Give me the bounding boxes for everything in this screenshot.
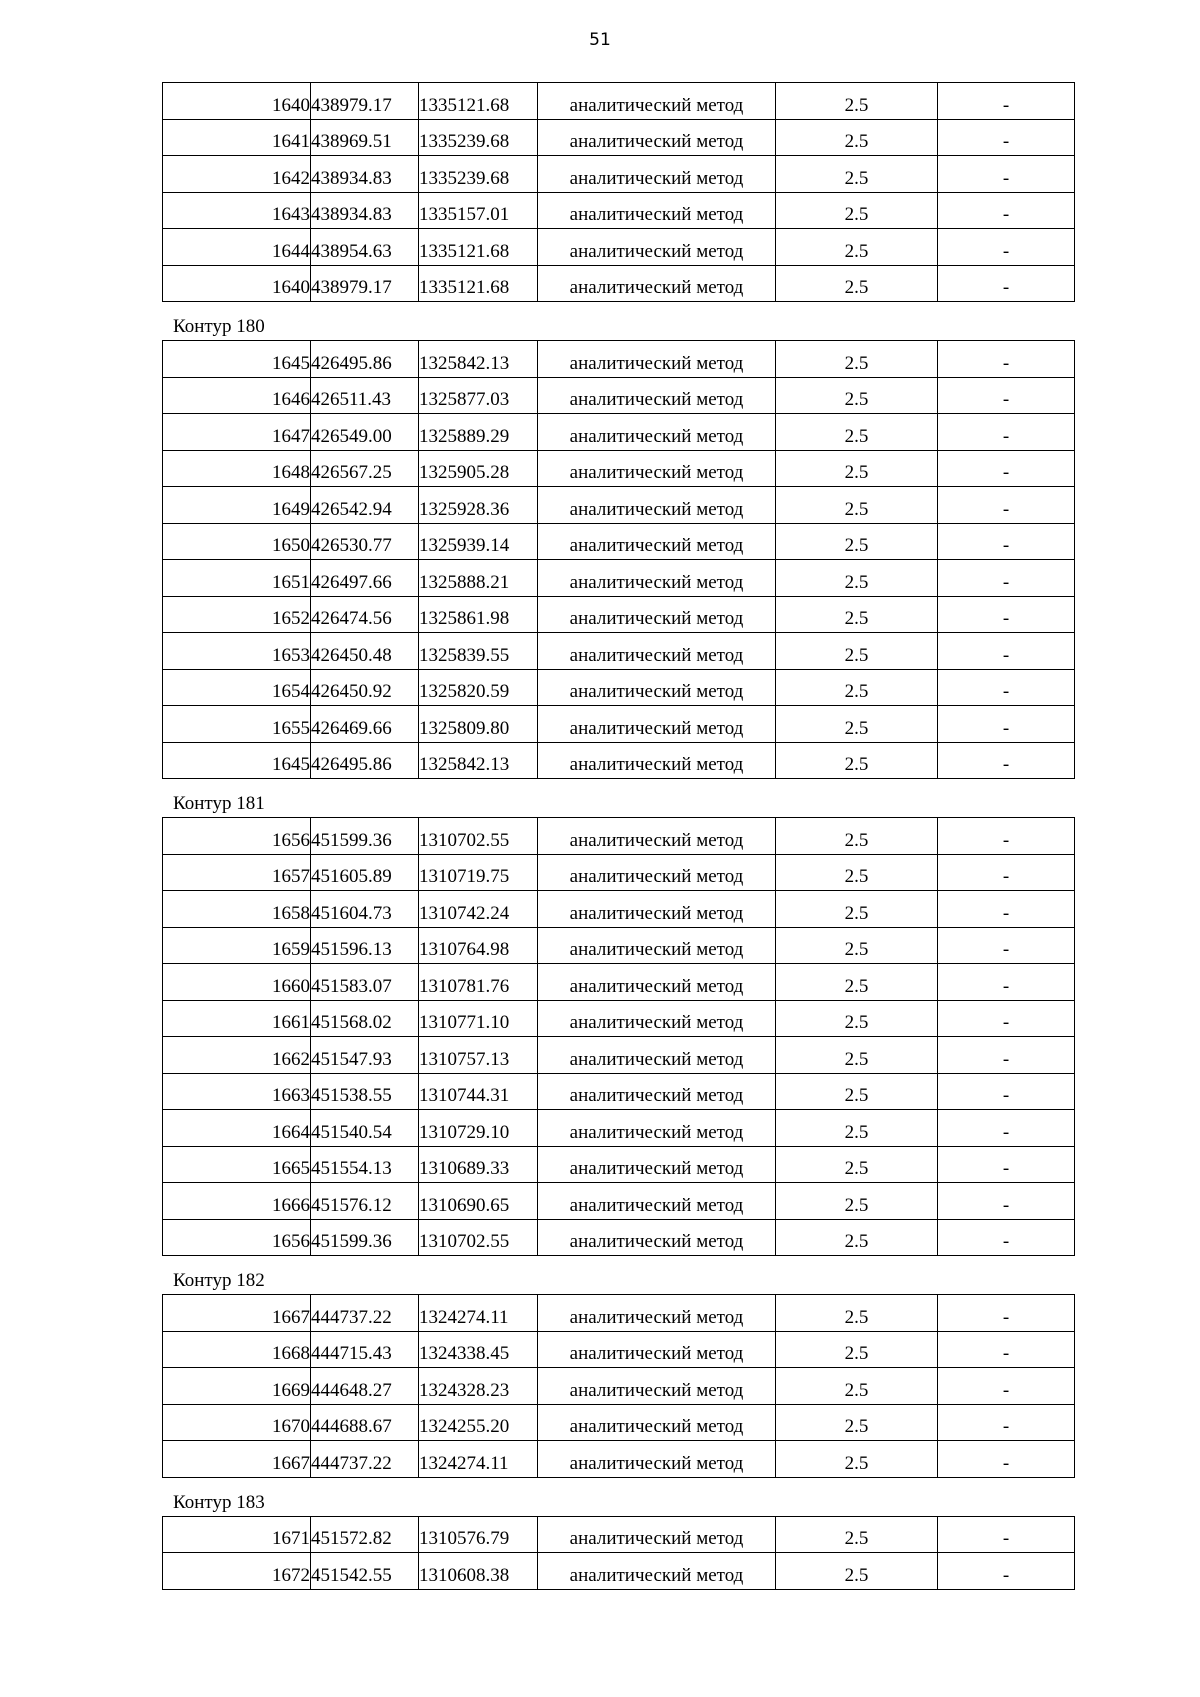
description-cell: - [938, 1183, 1075, 1220]
description-cell: - [938, 669, 1075, 706]
y-coordinate-cell: 1335239.68 [419, 156, 538, 193]
description-cell: - [938, 1553, 1075, 1590]
point-number-cell: 1661 [163, 1000, 311, 1037]
method-cell: аналитический метод [538, 1000, 776, 1037]
table-row [163, 927, 1075, 964]
coordinates-table [162, 340, 1075, 779]
accuracy-cell: 2.5 [776, 523, 938, 560]
point-number-cell: 1650 [163, 523, 311, 560]
accuracy-cell: 2.5 [776, 596, 938, 633]
accuracy-cell: 2.5 [776, 1331, 938, 1368]
method-cell: аналитический метод [538, 927, 776, 964]
description-cell: - [938, 414, 1075, 451]
accuracy-cell: 2.5 [776, 1110, 938, 1147]
point-number-cell: 1655 [163, 706, 311, 743]
table-row [163, 854, 1075, 891]
point-number-cell: 1640 [163, 83, 311, 120]
table-row [163, 265, 1075, 302]
accuracy-cell: 2.5 [776, 229, 938, 266]
description-cell: - [938, 1368, 1075, 1405]
coordinates-document [162, 82, 1074, 1590]
y-coordinate-cell: 1310781.76 [419, 964, 538, 1001]
y-coordinate-cell: 1325877.03 [419, 377, 538, 414]
point-number-cell: 1666 [163, 1183, 311, 1220]
y-coordinate-cell: 1325888.21 [419, 560, 538, 597]
x-coordinate-cell: 451538.55 [311, 1073, 419, 1110]
x-coordinate-cell: 451554.13 [311, 1146, 419, 1183]
x-coordinate-cell: 451576.12 [311, 1183, 419, 1220]
y-coordinate-cell: 1325861.98 [419, 596, 538, 633]
x-coordinate-cell: 426549.00 [311, 414, 419, 451]
description-cell: - [938, 1331, 1075, 1368]
description-cell: - [938, 1110, 1075, 1147]
description-cell: - [938, 192, 1075, 229]
accuracy-cell: 2.5 [776, 1553, 938, 1590]
point-number-cell: 1643 [163, 192, 311, 229]
x-coordinate-cell: 426495.86 [311, 742, 419, 779]
y-coordinate-cell: 1310719.75 [419, 854, 538, 891]
description-cell: - [938, 341, 1075, 378]
table-row [163, 487, 1075, 524]
y-coordinate-cell: 1310757.13 [419, 1037, 538, 1074]
table-row [163, 1183, 1075, 1220]
method-cell: аналитический метод [538, 742, 776, 779]
accuracy-cell: 2.5 [776, 1000, 938, 1037]
accuracy-cell: 2.5 [776, 560, 938, 597]
x-coordinate-cell: 426495.86 [311, 341, 419, 378]
method-cell: аналитический метод [538, 156, 776, 193]
table-row [163, 119, 1075, 156]
accuracy-cell: 2.5 [776, 706, 938, 743]
x-coordinate-cell: 444648.27 [311, 1368, 419, 1405]
method-cell: аналитический метод [538, 964, 776, 1001]
description-cell: - [938, 265, 1075, 302]
description-cell: - [938, 1295, 1075, 1332]
point-number-cell: 1640 [163, 265, 311, 302]
table-row [163, 596, 1075, 633]
point-number-cell: 1649 [163, 487, 311, 524]
point-number-cell: 1665 [163, 1146, 311, 1183]
y-coordinate-cell: 1335121.68 [419, 229, 538, 266]
method-cell: аналитический метод [538, 119, 776, 156]
y-coordinate-cell: 1325905.28 [419, 450, 538, 487]
point-number-cell: 1664 [163, 1110, 311, 1147]
accuracy-cell: 2.5 [776, 1404, 938, 1441]
y-coordinate-cell: 1335121.68 [419, 265, 538, 302]
table-row [163, 83, 1075, 120]
method-cell: аналитический метод [538, 341, 776, 378]
point-number-cell: 1645 [163, 742, 311, 779]
point-number-cell: 1671 [163, 1516, 311, 1553]
point-number-cell: 1663 [163, 1073, 311, 1110]
method-cell: аналитический метод [538, 1404, 776, 1441]
table-row [163, 341, 1075, 378]
coordinates-table [162, 1294, 1075, 1478]
y-coordinate-cell: 1310771.10 [419, 1000, 538, 1037]
accuracy-cell: 2.5 [776, 742, 938, 779]
accuracy-cell: 2.5 [776, 156, 938, 193]
point-number-cell: 1648 [163, 450, 311, 487]
x-coordinate-cell: 451599.36 [311, 1219, 419, 1256]
point-number-cell: 1653 [163, 633, 311, 670]
method-cell: аналитический метод [538, 523, 776, 560]
x-coordinate-cell: 451583.07 [311, 964, 419, 1001]
y-coordinate-cell: 1335239.68 [419, 119, 538, 156]
coordinates-table [162, 817, 1075, 1256]
description-cell: - [938, 1000, 1075, 1037]
table-row [163, 377, 1075, 414]
method-cell: аналитический метод [538, 1295, 776, 1332]
table-row [163, 669, 1075, 706]
y-coordinate-cell: 1324255.20 [419, 1404, 538, 1441]
accuracy-cell: 2.5 [776, 450, 938, 487]
table-row [163, 192, 1075, 229]
x-coordinate-cell: 426474.56 [311, 596, 419, 633]
table-row [163, 891, 1075, 928]
description-cell: - [938, 1516, 1075, 1553]
x-coordinate-cell: 438954.63 [311, 229, 419, 266]
method-cell: аналитический метод [538, 818, 776, 855]
point-number-cell: 1659 [163, 927, 311, 964]
method-cell: аналитический метод [538, 706, 776, 743]
table-row [163, 1146, 1075, 1183]
point-number-cell: 1670 [163, 1404, 311, 1441]
method-cell: аналитический метод [538, 1110, 776, 1147]
point-number-cell: 1667 [163, 1295, 311, 1332]
contour-label: Контур 182 [173, 1270, 265, 1291]
accuracy-cell: 2.5 [776, 487, 938, 524]
x-coordinate-cell: 451568.02 [311, 1000, 419, 1037]
x-coordinate-cell: 438934.83 [311, 192, 419, 229]
y-coordinate-cell: 1325842.13 [419, 742, 538, 779]
description-cell: - [938, 1219, 1075, 1256]
table-row [163, 156, 1075, 193]
description-cell: - [938, 156, 1075, 193]
method-cell: аналитический метод [538, 1553, 776, 1590]
table-row [163, 1368, 1075, 1405]
accuracy-cell: 2.5 [776, 119, 938, 156]
accuracy-cell: 2.5 [776, 1368, 938, 1405]
accuracy-cell: 2.5 [776, 341, 938, 378]
x-coordinate-cell: 426469.66 [311, 706, 419, 743]
y-coordinate-cell: 1310576.79 [419, 1516, 538, 1553]
accuracy-cell: 2.5 [776, 1183, 938, 1220]
method-cell: аналитический метод [538, 596, 776, 633]
y-coordinate-cell: 1324328.23 [419, 1368, 538, 1405]
x-coordinate-cell: 451596.13 [311, 927, 419, 964]
description-cell: - [938, 596, 1075, 633]
y-coordinate-cell: 1310764.98 [419, 927, 538, 964]
x-coordinate-cell: 451605.89 [311, 854, 419, 891]
table-row [163, 523, 1075, 560]
accuracy-cell: 2.5 [776, 1073, 938, 1110]
table-row [163, 964, 1075, 1001]
method-cell: аналитический метод [538, 83, 776, 120]
accuracy-cell: 2.5 [776, 1146, 938, 1183]
x-coordinate-cell: 426567.25 [311, 450, 419, 487]
coordinates-table [162, 82, 1075, 302]
accuracy-cell: 2.5 [776, 1219, 938, 1256]
x-coordinate-cell: 426530.77 [311, 523, 419, 560]
description-cell: - [938, 891, 1075, 928]
coordinates-table [162, 1516, 1075, 1590]
y-coordinate-cell: 1324338.45 [419, 1331, 538, 1368]
table-row [163, 1404, 1075, 1441]
table-row [163, 1553, 1075, 1590]
description-cell: - [938, 377, 1075, 414]
description-cell: - [938, 1037, 1075, 1074]
table-row [163, 706, 1075, 743]
x-coordinate-cell: 444715.43 [311, 1331, 419, 1368]
method-cell: аналитический метод [538, 414, 776, 451]
accuracy-cell: 2.5 [776, 669, 938, 706]
accuracy-cell: 2.5 [776, 192, 938, 229]
method-cell: аналитический метод [538, 192, 776, 229]
y-coordinate-cell: 1325839.55 [419, 633, 538, 670]
description-cell: - [938, 119, 1075, 156]
accuracy-cell: 2.5 [776, 854, 938, 891]
point-number-cell: 1654 [163, 669, 311, 706]
accuracy-cell: 2.5 [776, 83, 938, 120]
method-cell: аналитический метод [538, 265, 776, 302]
y-coordinate-cell: 1335157.01 [419, 192, 538, 229]
description-cell: - [938, 633, 1075, 670]
y-coordinate-cell: 1325939.14 [419, 523, 538, 560]
y-coordinate-cell: 1324274.11 [419, 1441, 538, 1478]
table-row [163, 1073, 1075, 1110]
table-row [163, 818, 1075, 855]
y-coordinate-cell: 1310744.31 [419, 1073, 538, 1110]
method-cell: аналитический метод [538, 487, 776, 524]
x-coordinate-cell: 438979.17 [311, 265, 419, 302]
method-cell: аналитический метод [538, 1183, 776, 1220]
point-number-cell: 1646 [163, 377, 311, 414]
accuracy-cell: 2.5 [776, 818, 938, 855]
x-coordinate-cell: 426511.43 [311, 377, 419, 414]
method-cell: аналитический метод [538, 1331, 776, 1368]
description-cell: - [938, 1441, 1075, 1478]
method-cell: аналитический метод [538, 1441, 776, 1478]
method-cell: аналитический метод [538, 633, 776, 670]
description-cell: - [938, 83, 1075, 120]
x-coordinate-cell: 451540.54 [311, 1110, 419, 1147]
description-cell: - [938, 523, 1075, 560]
x-coordinate-cell: 426450.48 [311, 633, 419, 670]
y-coordinate-cell: 1335121.68 [419, 83, 538, 120]
method-cell: аналитический метод [538, 669, 776, 706]
contour-label: Контур 180 [173, 316, 265, 337]
table-row [163, 1037, 1075, 1074]
method-cell: аналитический метод [538, 1146, 776, 1183]
y-coordinate-cell: 1310690.65 [419, 1183, 538, 1220]
point-number-cell: 1658 [163, 891, 311, 928]
x-coordinate-cell: 426450.92 [311, 669, 419, 706]
table-row [163, 1000, 1075, 1037]
method-cell: аналитический метод [538, 229, 776, 266]
description-cell: - [938, 964, 1075, 1001]
y-coordinate-cell: 1310729.10 [419, 1110, 538, 1147]
table-row [163, 229, 1075, 266]
point-number-cell: 1667 [163, 1441, 311, 1478]
accuracy-cell: 2.5 [776, 1441, 938, 1478]
point-number-cell: 1672 [163, 1553, 311, 1590]
accuracy-cell: 2.5 [776, 414, 938, 451]
point-number-cell: 1647 [163, 414, 311, 451]
description-cell: - [938, 487, 1075, 524]
accuracy-cell: 2.5 [776, 1516, 938, 1553]
x-coordinate-cell: 438934.83 [311, 156, 419, 193]
contour-label: Контур 181 [173, 793, 265, 814]
description-cell: - [938, 742, 1075, 779]
table-row [163, 1331, 1075, 1368]
table-row [163, 1441, 1075, 1478]
accuracy-cell: 2.5 [776, 964, 938, 1001]
accuracy-cell: 2.5 [776, 1037, 938, 1074]
description-cell: - [938, 818, 1075, 855]
point-number-cell: 1641 [163, 119, 311, 156]
x-coordinate-cell: 451547.93 [311, 1037, 419, 1074]
method-cell: аналитический метод [538, 1516, 776, 1553]
x-coordinate-cell: 438979.17 [311, 83, 419, 120]
table-row [163, 633, 1075, 670]
point-number-cell: 1642 [163, 156, 311, 193]
x-coordinate-cell: 451599.36 [311, 818, 419, 855]
description-cell: - [938, 229, 1075, 266]
x-coordinate-cell: 451542.55 [311, 1553, 419, 1590]
point-number-cell: 1644 [163, 229, 311, 266]
y-coordinate-cell: 1310702.55 [419, 818, 538, 855]
point-number-cell: 1651 [163, 560, 311, 597]
accuracy-cell: 2.5 [776, 927, 938, 964]
method-cell: аналитический метод [538, 891, 776, 928]
table-row [163, 1295, 1075, 1332]
table-row [163, 1110, 1075, 1147]
y-coordinate-cell: 1325928.36 [419, 487, 538, 524]
y-coordinate-cell: 1310608.38 [419, 1553, 538, 1590]
x-coordinate-cell: 438969.51 [311, 119, 419, 156]
table-row [163, 560, 1075, 597]
accuracy-cell: 2.5 [776, 377, 938, 414]
x-coordinate-cell: 451572.82 [311, 1516, 419, 1553]
y-coordinate-cell: 1310742.24 [419, 891, 538, 928]
y-coordinate-cell: 1325820.59 [419, 669, 538, 706]
description-cell: - [938, 1073, 1075, 1110]
point-number-cell: 1660 [163, 964, 311, 1001]
accuracy-cell: 2.5 [776, 633, 938, 670]
description-cell: - [938, 854, 1075, 891]
point-number-cell: 1656 [163, 1219, 311, 1256]
y-coordinate-cell: 1310702.55 [419, 1219, 538, 1256]
description-cell: - [938, 927, 1075, 964]
method-cell: аналитический метод [538, 377, 776, 414]
method-cell: аналитический метод [538, 1219, 776, 1256]
x-coordinate-cell: 444737.22 [311, 1441, 419, 1478]
method-cell: аналитический метод [538, 854, 776, 891]
x-coordinate-cell: 444737.22 [311, 1295, 419, 1332]
method-cell: аналитический метод [538, 1073, 776, 1110]
accuracy-cell: 2.5 [776, 891, 938, 928]
x-coordinate-cell: 451604.73 [311, 891, 419, 928]
y-coordinate-cell: 1325842.13 [419, 341, 538, 378]
method-cell: аналитический метод [538, 450, 776, 487]
point-number-cell: 1645 [163, 341, 311, 378]
table-row [163, 450, 1075, 487]
point-number-cell: 1668 [163, 1331, 311, 1368]
description-cell: - [938, 560, 1075, 597]
table-row [163, 414, 1075, 451]
point-number-cell: 1662 [163, 1037, 311, 1074]
table-row [163, 742, 1075, 779]
y-coordinate-cell: 1310689.33 [419, 1146, 538, 1183]
description-cell: - [938, 706, 1075, 743]
point-number-cell: 1652 [163, 596, 311, 633]
table-row [163, 1516, 1075, 1553]
method-cell: аналитический метод [538, 560, 776, 597]
x-coordinate-cell: 426542.94 [311, 487, 419, 524]
point-number-cell: 1656 [163, 818, 311, 855]
description-cell: - [938, 1404, 1075, 1441]
accuracy-cell: 2.5 [776, 265, 938, 302]
point-number-cell: 1669 [163, 1368, 311, 1405]
table-row [163, 1219, 1075, 1256]
y-coordinate-cell: 1325809.80 [419, 706, 538, 743]
point-number-cell: 1657 [163, 854, 311, 891]
y-coordinate-cell: 1325889.29 [419, 414, 538, 451]
method-cell: аналитический метод [538, 1368, 776, 1405]
description-cell: - [938, 450, 1075, 487]
y-coordinate-cell: 1324274.11 [419, 1295, 538, 1332]
page-number: 51 [589, 30, 611, 50]
method-cell: аналитический метод [538, 1037, 776, 1074]
x-coordinate-cell: 426497.66 [311, 560, 419, 597]
description-cell: - [938, 1146, 1075, 1183]
x-coordinate-cell: 444688.67 [311, 1404, 419, 1441]
contour-label: Контур 183 [173, 1491, 265, 1513]
accuracy-cell: 2.5 [776, 1295, 938, 1332]
